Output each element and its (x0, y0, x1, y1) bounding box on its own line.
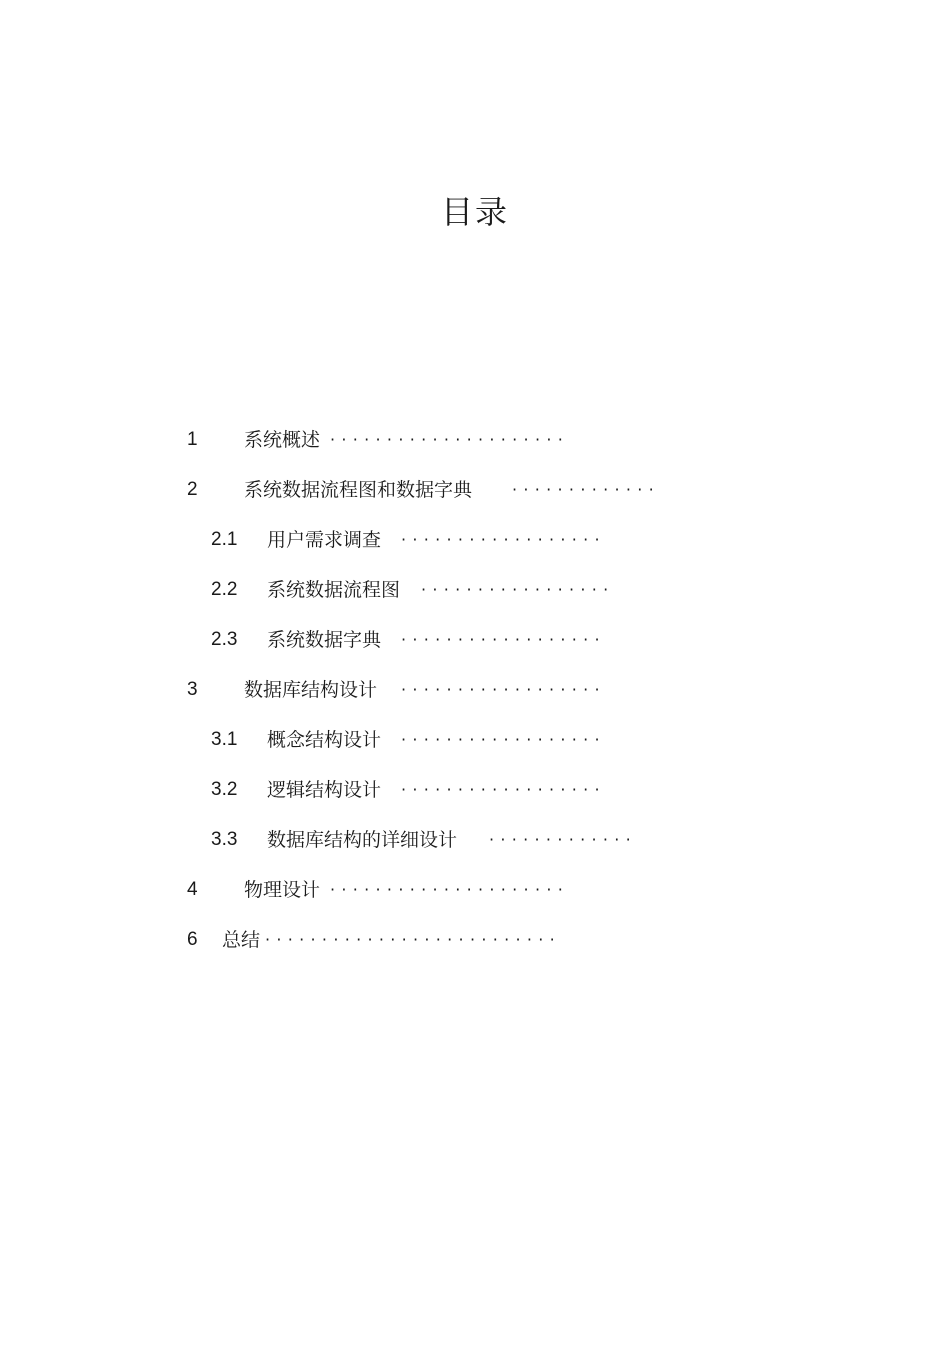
toc-entry-title: 数据库结构设计 (244, 679, 378, 701)
table-of-contents (0, 415, 950, 965)
toc-entry-title: 系统数据流程图 (267, 579, 401, 601)
toc-entry-title: 系统数据流程图和数据字典 (244, 479, 473, 501)
toc-entry[interactable] (0, 865, 950, 915)
toc-entry-number: 6 (187, 929, 198, 950)
toc-leader-dots: ············· (512, 480, 661, 499)
toc-entry[interactable] (0, 565, 950, 615)
toc-entry-title: 系统数据字典 (267, 629, 382, 651)
toc-entry[interactable] (0, 665, 950, 715)
toc-leader-dots: ····················· (330, 880, 570, 899)
toc-entry-title: 逻辑结构设计 (267, 779, 382, 801)
toc-leader-dots: ·················· (401, 780, 606, 799)
toc-entry[interactable] (0, 815, 950, 865)
toc-entry[interactable] (0, 615, 950, 665)
toc-leader-dots: ·················· (401, 680, 606, 699)
toc-entry-number: 2.3 (211, 629, 238, 650)
toc-entry-number: 2 (187, 479, 198, 500)
toc-entry[interactable] (0, 465, 950, 515)
toc-entry-title: 物理设计 (244, 879, 321, 901)
toc-leader-dots: ················· (421, 580, 615, 599)
toc-entry-title: 系统概述 (244, 429, 321, 451)
toc-entry[interactable] (0, 765, 950, 815)
toc-entry-number: 4 (187, 879, 198, 900)
toc-leader-dots: ············· (489, 830, 638, 849)
page-title: 目录 (440, 193, 509, 231)
toc-entry-number: 2.1 (211, 529, 238, 550)
toc-leader-dots: ·················· (401, 530, 606, 549)
toc-entry-number: 3.3 (211, 829, 238, 850)
toc-leader-dots: ·················· (401, 730, 606, 749)
toc-entry-number: 2.2 (211, 579, 238, 600)
toc-entry-number: 3.1 (211, 729, 238, 750)
toc-entry-title: 数据库结构的详细设计 (267, 829, 458, 851)
toc-entry-title: 概念结构设计 (267, 729, 382, 751)
toc-leader-dots: ·························· (265, 930, 562, 949)
toc-entry-title: 总结 (222, 929, 261, 951)
toc-entry-number: 3 (187, 679, 198, 700)
toc-entry[interactable] (0, 515, 950, 565)
toc-leader-dots: ····················· (330, 430, 570, 449)
toc-entry[interactable] (0, 715, 950, 765)
toc-leader-dots: ·················· (401, 630, 606, 649)
toc-entry-number: 3.2 (211, 779, 238, 800)
toc-entry-number: 1 (187, 429, 198, 450)
toc-entry[interactable] (0, 415, 950, 465)
toc-entry[interactable] (0, 915, 950, 965)
toc-entry-title: 用户需求调查 (267, 529, 382, 551)
